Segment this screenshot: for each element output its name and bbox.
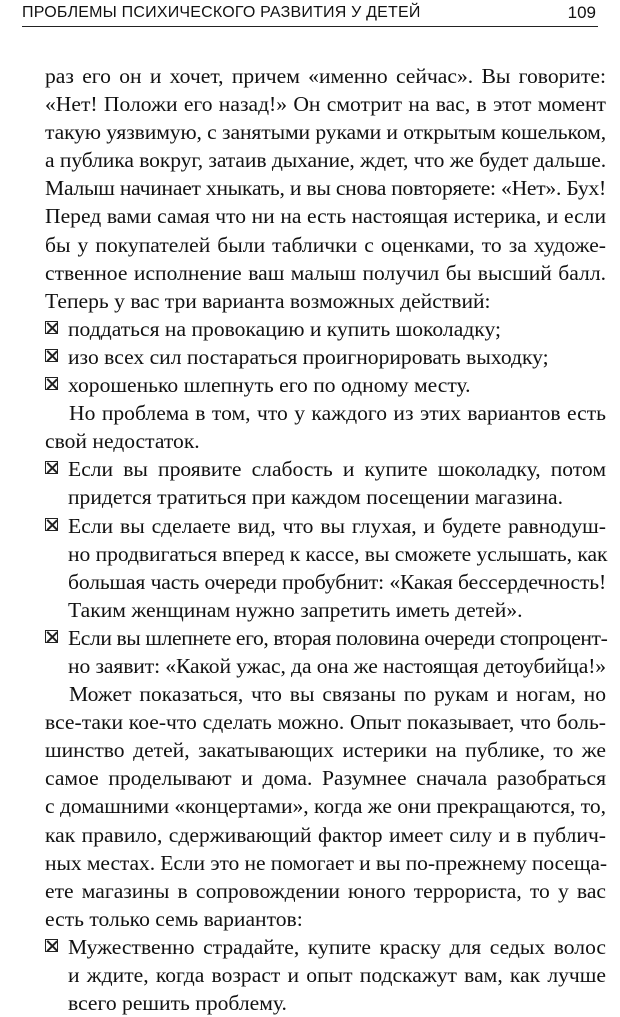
text-line [45, 427, 606, 455]
checkbox-bullet-icon [45, 518, 58, 531]
line-text: Если вы сделаете вид, что вы глухая, и будете равнодуш- [68, 513, 606, 538]
line-text: все-таки кое-что сделать можно. Опыт показывает, что боль- [45, 710, 606, 735]
line-text: ственное исполнение ваш малыш получил бы высший балл. [45, 260, 606, 285]
line-text: свой недостаток. [45, 429, 200, 454]
line-text: Малыш начинает хныкать, и вы снова повторяете: «Нет». Бух! [45, 176, 606, 201]
body-text [45, 62, 606, 1017]
line-text: но продвигаться вперед к кассе, вы сможете услышать, как [68, 541, 608, 566]
line-text: ных местах. Если это не помогает и вы по-прежнему посеща- [45, 850, 607, 875]
line-text: большая часть очереди пробубнит: «Какая бессердечность! [68, 569, 606, 594]
line-text: Может показаться, что вы связаны по рукам и ногам, но [69, 682, 606, 707]
bullet-line [45, 933, 606, 961]
line-text: раз его он и хочет, причем «именно сейчас». Вы говорите: [45, 64, 606, 88]
text-line [45, 568, 606, 596]
line-text: хорошенько шлепнуть его по одному месту. [68, 373, 471, 398]
checkbox-bullet-icon [45, 321, 58, 334]
line-text: поддаться на провокацию и купить шоколадку; [68, 316, 501, 341]
line-text: придется тратиться при каждом посещении магазина. [68, 485, 563, 510]
text-line [45, 399, 606, 427]
bullet-line [45, 455, 606, 483]
text-line [45, 483, 606, 511]
bullet-line [45, 343, 606, 371]
line-text: изо всех сил постараться проигнорировать выходку; [68, 344, 549, 369]
line-text: Мужественно страдайте, купите краску для седых волос [68, 934, 606, 959]
line-text: есть только семь вариантов: [45, 906, 303, 931]
running-title: ПРОБЛЕМЫ ПСИХИЧЕСКОГО РАЗВИТИЯ У ДЕТЕЙ [22, 4, 421, 21]
text-line [45, 652, 606, 680]
checkbox-bullet-icon [45, 939, 58, 952]
bullet-line [45, 512, 606, 540]
text-line [45, 231, 606, 259]
line-text: Если вы проявите слабость и купите шоколадку, потом [68, 457, 606, 482]
text-line [45, 736, 606, 764]
page-number: 109 [567, 3, 596, 22]
line-text: Теперь у вас три варианта возможных действий: [45, 288, 491, 313]
line-text: Перед вами самая что ни на есть настоящая истерика, и если [45, 204, 606, 229]
line-text: с домашними «концертами», когда же они прекращаются, то, [45, 794, 606, 819]
text-line [45, 708, 606, 736]
text-line [45, 62, 606, 90]
bullet-line [45, 315, 606, 343]
checkbox-bullet-icon [45, 377, 58, 390]
checkbox-bullet-icon [45, 349, 58, 362]
line-text: всего решить проблему. [68, 991, 287, 1016]
checkbox-bullet-icon [45, 461, 58, 474]
text-line [45, 90, 606, 118]
text-line [45, 849, 606, 877]
text-line [45, 764, 606, 792]
line-text: шинство детей, закатывающих истерики на публике, то же [45, 738, 606, 763]
checkbox-bullet-icon [45, 630, 58, 643]
text-line [45, 259, 606, 287]
line-text: Таким женщинам нужно запретить иметь детей». [68, 597, 523, 622]
running-header [22, 2, 598, 27]
line-text: как правило, сдерживающий фактор имеет силу и в публич- [45, 822, 606, 847]
text-line [45, 596, 606, 624]
text-line [45, 174, 606, 202]
text-line [45, 146, 606, 174]
text-line [45, 821, 606, 849]
text-line [45, 540, 606, 568]
bullet-line [45, 371, 606, 399]
line-text: бы у покупателей были таблички с оценками, то за художе- [45, 232, 606, 257]
text-line [45, 877, 606, 905]
line-text: ете магазины в сопровождении юного террориста, то у вас [45, 878, 606, 903]
line-text: Но проблема в том, что у каждого из этих вариантов есть [69, 401, 606, 426]
line-text: но заявит: «Какой ужас, да она же настоящая детоубийца!» [68, 653, 606, 678]
line-text: а публика вокруг, затаив дыхание, ждет, что же будет дальше. [45, 148, 606, 173]
text-line [45, 287, 606, 315]
text-line [45, 989, 606, 1017]
bullet-line [45, 624, 606, 652]
line-text: Если вы шлепнете его, вторая половина очереди стопроцент- [68, 625, 608, 650]
text-line [45, 680, 606, 708]
text-line [45, 202, 606, 230]
text-line [45, 118, 606, 146]
text-line [45, 792, 606, 820]
line-text: «Нет! Положи его назад!» Он смотрит на вас, в этот момент [45, 92, 606, 117]
line-text: и ждите, когда возраст и опыт подскажут вам, как лучше [68, 963, 606, 987]
text-line [45, 961, 606, 989]
line-text: такую уязвимую, с занятыми руками и открытым кошельком, [45, 120, 606, 145]
line-text: самое проделывают и дома. Разумнее сначала разобраться [45, 766, 606, 791]
text-line [45, 905, 606, 933]
